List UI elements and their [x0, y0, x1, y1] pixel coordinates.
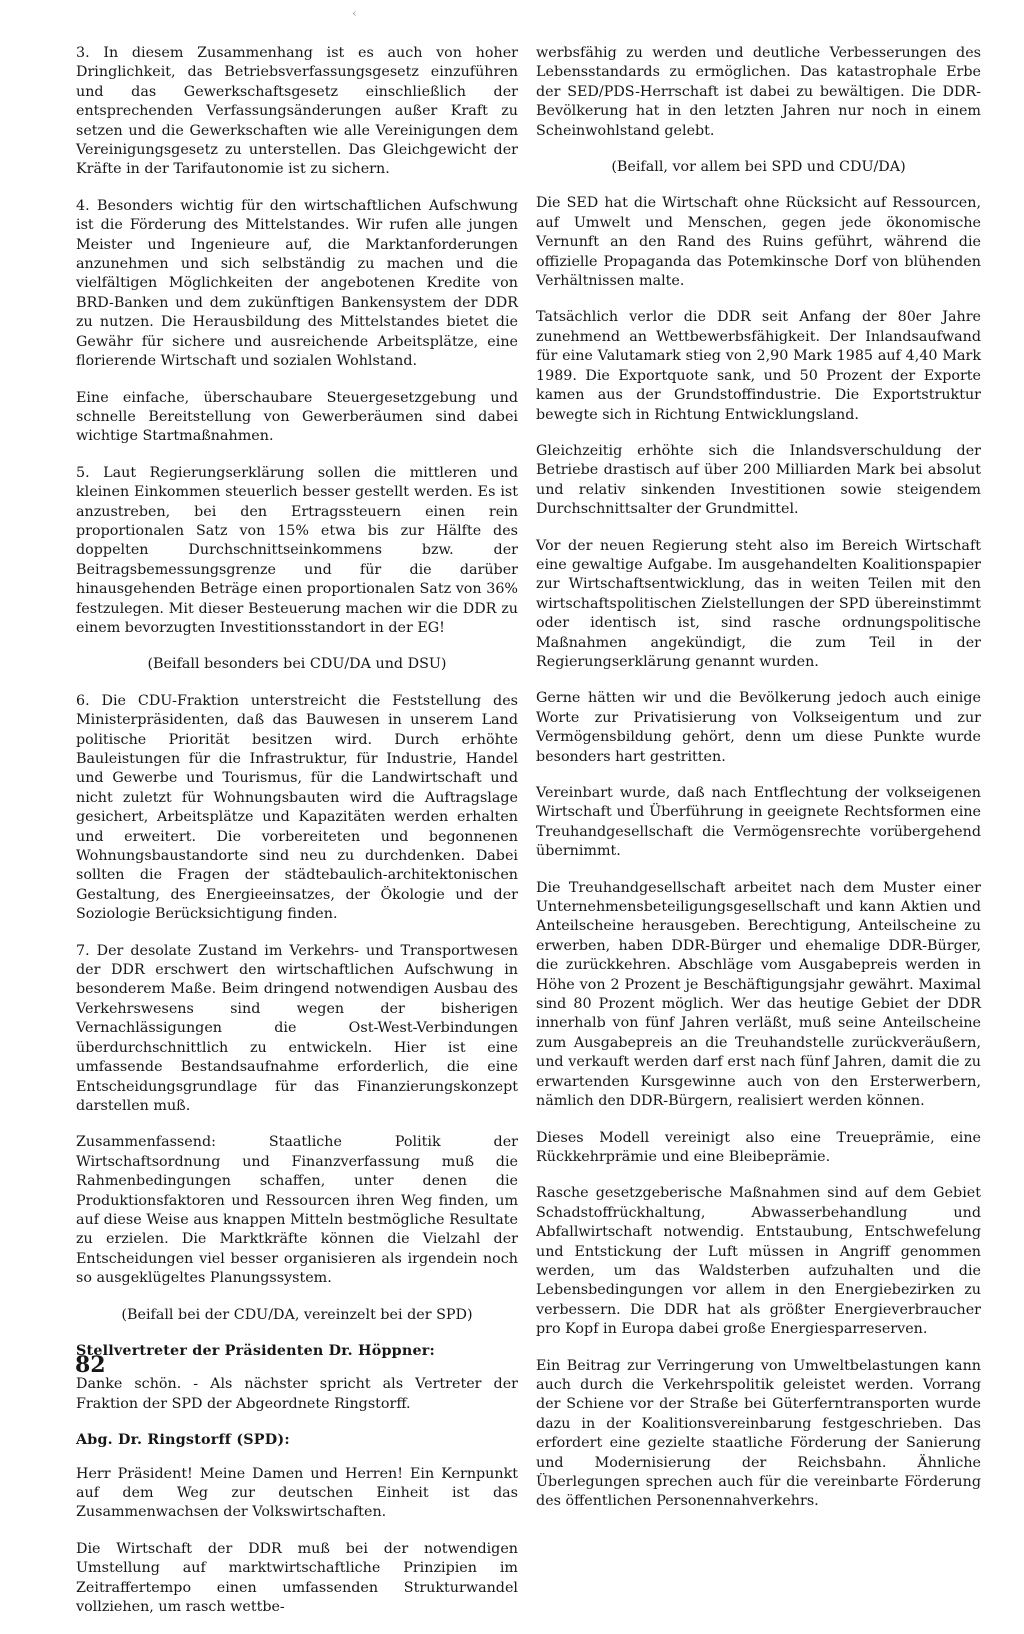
left-column [76, 44, 518, 1634]
paragraph: Dieses Modell vereinigt also eine Treueprämie, eine Rückkehrprämie und eine Bleibeprämie. [536, 1129, 981, 1165]
paragraph: Herr Präsident! Meine Damen und Herren! Ein Kernpunkt auf dem Weg zur deutschen Einheit ist das Zusammenwachsen der Volkswirtschaften. [76, 1465, 518, 1521]
speaker-heading: Abg. Dr. Ringstorff (SPD): [76, 1432, 290, 1449]
paragraph: Gleichzeitig erhöhte sich die Inlandsverschuldung der Betriebe drastisch auf über 200 Milliarden Mark bei absolut und relativ sinkenden Investitionen sowie steigendem Durchschnittsalter der Grundmittel. [536, 442, 981, 518]
applause-note: (Beifall bei der CDU/DA, vereinzelt bei der SPD) [121, 1306, 473, 1323]
paragraph: Gerne hätten wir und die Bevölkerung jedoch auch einige Worte zur Privatisierung von Volkseigentum und zur Vermögensbildung gehört, denn um diese Punkte wurde besonders hart gestritten. [536, 690, 981, 765]
paragraph: Danke schön. - Als nächster spricht als Vertreter der Fraktion der SPD der Abgeordnete Ringstorff. [76, 1376, 518, 1412]
paragraph: 4. Besonders wichtig für den wirtschaftlichen Aufschwung ist die Förderung des Mittelstandes. Wir rufen alle jungen Meister und Ingenieure auf, die Marktanforderungen anzunehmen und sich selbständig zu machen und die vielfältigen Möglichkeiten der angebotenen Kredite von BRD-Banken und dem zukünftigen Bankensystem der DDR zu nutzen. Die Herausbildung des Mittelstandes bietet die Gewähr für sichere und ausreichende Arbeitsplätze, eine florierende Wirtschaft und sozialen Wohlstand. [76, 197, 518, 370]
paragraph: werbsfähig zu werden und deutliche Verbesserungen des Lebensstandards zu ermöglichen. Das katastrophale Erbe der SED/PDS-Herrschaft ist dabei zu bewältigen. Die DDR-Bevölkerung hat in den letzten Jahren nur noch in einem Scheinwohlstand gelebt. [536, 45, 981, 139]
paragraph: Die Wirtschaft der DDR muß bei der notwendigen Umstellung auf marktwirtschaftliche Prinzipien im Zeitraffertempo einen umfassenden Strukturwandel vollziehen, um rasch wettbe- [76, 1540, 518, 1616]
paragraph: 6. Die CDU-Fraktion unterstreicht die Feststellung des Ministerpräsidenten, daß das Bauwesen in unserem Land politische Priorität besitzen wird. Durch erhöhte Bauleistungen für die Infrastruktur, für Industrie, Handel und Gewerbe und Tourismus, für die Landwirtschaft und nicht zuletzt für Wohnungsbauten wird die Auftragslage gesichert, Arbeitsplätze und Kapazitäten werden erhalten und erweitert. Die vorbereiteten und begonnenen Wohnungsbaustandorte sind neu zu durchdenken. Dabei sollten die Fragen der städtebaulich-architektonischen Gestaltung, des Energieeinsatzes, der Ökologie und der Soziologie Berücksichtigung finden. [76, 692, 518, 923]
paragraph: Vor der neuen Regierung steht also im Bereich Wirtschaft eine gewaltige Aufgabe. Im ausgehandelten Koalitionspapier zur Wirtschaftsentwicklung, das in weiten Teilen mit den wirtschaftspolitischen Zielstellungen der SPD übereinstimmt oder identisch ist, sind rasche ordnungspolitische Maßnahmen angekündigt, die zum Teil in der Regierungserklärung genannt wurden. [536, 537, 981, 670]
paragraph: Tatsächlich verlor die DDR seit Anfang der 80er Jahre zunehmend an Wettbewerbsfähigkeit. Der Inlandsaufwand für eine Valutamark stieg von 2,90 Mark 1985 auf 4,40 Mark 1989. Die Exportquote sank, und 50 Prozent der Exporte kamen aus der Grundstoffindustrie. Die Exportstruktur bewegte sich in Richtung Entwicklungsland. [536, 309, 981, 423]
applause-note: (Beifall, vor allem bei SPD und CDU/DA) [611, 159, 906, 176]
paragraph: Die Treuhandgesellschaft arbeitet nach dem Muster einer Unternehmensbeteiligungsgesellschaft und kann Aktien und Anteilscheine herausgeben. Berechtigung, Anteilscheine zu erwerben, haben DDR-Bürger und ehemalige DDR-Bürger, die zurückkehren. Abschläge vom Ausgabepreis werden in Höhe von 2 Prozent je Beschäftigungsjahr gewährt. Maximal sind 80 Prozent möglich. Wer das heutige Gebiet der DDR innerhalb von fünf Jahren verläßt, muß seine Anteilscheine zum Ausgabepreis an die Treuhandstelle zurückveräußern, und verkauft werden darf erst nach fünf Jahren, damit die zu erwartenden Kursgewinne auch von den Ersterwerbern, nämlich den DDR-Bürgern, realisiert werden können. [536, 879, 981, 1110]
paragraph: Ein Beitrag zur Verringerung von Umweltbelastungen kann auch durch die Verkehrspolitik geleistet werden. Vorrang der Schiene vor der Straße bei Güterferntransporten wurde dazu in der Koalitionsvereinbarung festgeschrieben. Das erfordert eine gezielte staatliche Förderung der Sanierung und Modernisierung der Reichsbahn. Ähnliche Überlegungen sprechen auch für die vereinbarte Förderung des öffentlichen Personennahverkehrs. [536, 1357, 981, 1510]
page-number: 82 [75, 1352, 106, 1378]
paragraph: Rasche gesetzgeberische Maßnahmen sind auf dem Gebiet Schadstoffrückhaltung, Abwasserbehandlung und Abfallwirtschaft notwendig. Entstaubung, Entschwefelung und Entstickung der Luft müssen in Angriff genommen werden, um das Waldsterben aufzuhalten und die Lebensbedingungen vor allem in den Energiebezirken zu verbessern. Die DDR hat als größter Energieverbraucher pro Kopf in Europa dabei große Energiesparreserven. [536, 1185, 981, 1338]
paragraph: Die SED hat die Wirtschaft ohne Rücksicht auf Ressourcen, auf Umwelt und Menschen, gegen jede ökonomische Vernunft an den Rand des Ruins geführt, während die offizielle Propaganda das Potemkinsche Dorf von blühenden Verhältnissen malte. [536, 195, 981, 290]
paragraph: 3. In diesem Zusammenhang ist es auch von hoher Dringlichkeit, das Betriebsverfassungsgesetz einzuführen und das Gewerkschaftsgesetz einschließlich der entsprechenden Verfassungsänderungen außer Kraft zu setzen und die Gewerkschaften wie alle Vereinigungen dem Vereinigungsgesetz zu unterstellen. Das Gleichgewicht der Kräfte in der Tarifautonomie ist zu sichern. [76, 45, 518, 178]
paragraph: 5. Laut Regierungserklärung sollen die mittleren und kleinen Einkommen steuerlich besser gestellt werden. Es ist anzustreben, bei den Ertragssteuern einen rein proportionalen Satz von 15% etwa bis zur Hälfte des doppelten Durchschnittseinkommens bzw. der Beitragsbemessungsgrenze und für die darüber hinausgehenden Beträge einen proportionalen Satz von 36% festzulegen. Mit dieser Besteuerung machen wir die DDR zu einem bevorzugten Investitionsstandort in der EG! [76, 464, 518, 636]
scan-mark: ‹ [352, 6, 357, 20]
paragraph: Zusammenfassend: Staatliche Politik der Wirtschaftsordnung und Finanzverfassung muß die Rahmenbedingungen schaffen, unter denen die Produktionsfaktoren und Ressourcen ihren Weg finden, um auf diese Weise aus knappen Mitteln bestmögliche Resultate zu erzielen. Die Marktkräfte können die Vielzahl der Entscheidungen viel besser organisieren als irgendein noch so ausgeklügeltes Planungssystem. [76, 1134, 518, 1287]
paragraph: 7. Der desolate Zustand im Verkehrs- und Transportwesen der DDR erschwert den wirtschaftlichen Aufschwung in besonderem Maße. Beim dringend notwendigen Ausbau des Verkehrswesens sind wegen der bisherigen Vernachlässigungen die Ost-West-Verbindungen überdurchschnittlich zu entwickeln. Hier ist eine umfassende Bestandsaufnahme erforderlich, die eine Entscheidungsgrundlage für das Finanzierungskonzept darstellen muß. [76, 942, 518, 1114]
speaker-heading: Stellvertreter der Präsidenten Dr. Höppner: [76, 1342, 435, 1359]
right-column [536, 44, 981, 1529]
applause-note: (Beifall besonders bei CDU/DA und DSU) [147, 656, 447, 673]
paragraph: Eine einfache, überschaubare Steuergesetzgebung und schnelle Bereitstellung von Gewerberäumen sind dabei wichtige Startmaßnahmen. [76, 389, 518, 445]
paragraph: Vereinbart wurde, daß nach Entflechtung der volkseigenen Wirtschaft und Überführung in geeignete Rechtsformen eine Treuhandgesellschaft die Vermögensrechte vorübergehend übernimmt. [536, 785, 981, 860]
